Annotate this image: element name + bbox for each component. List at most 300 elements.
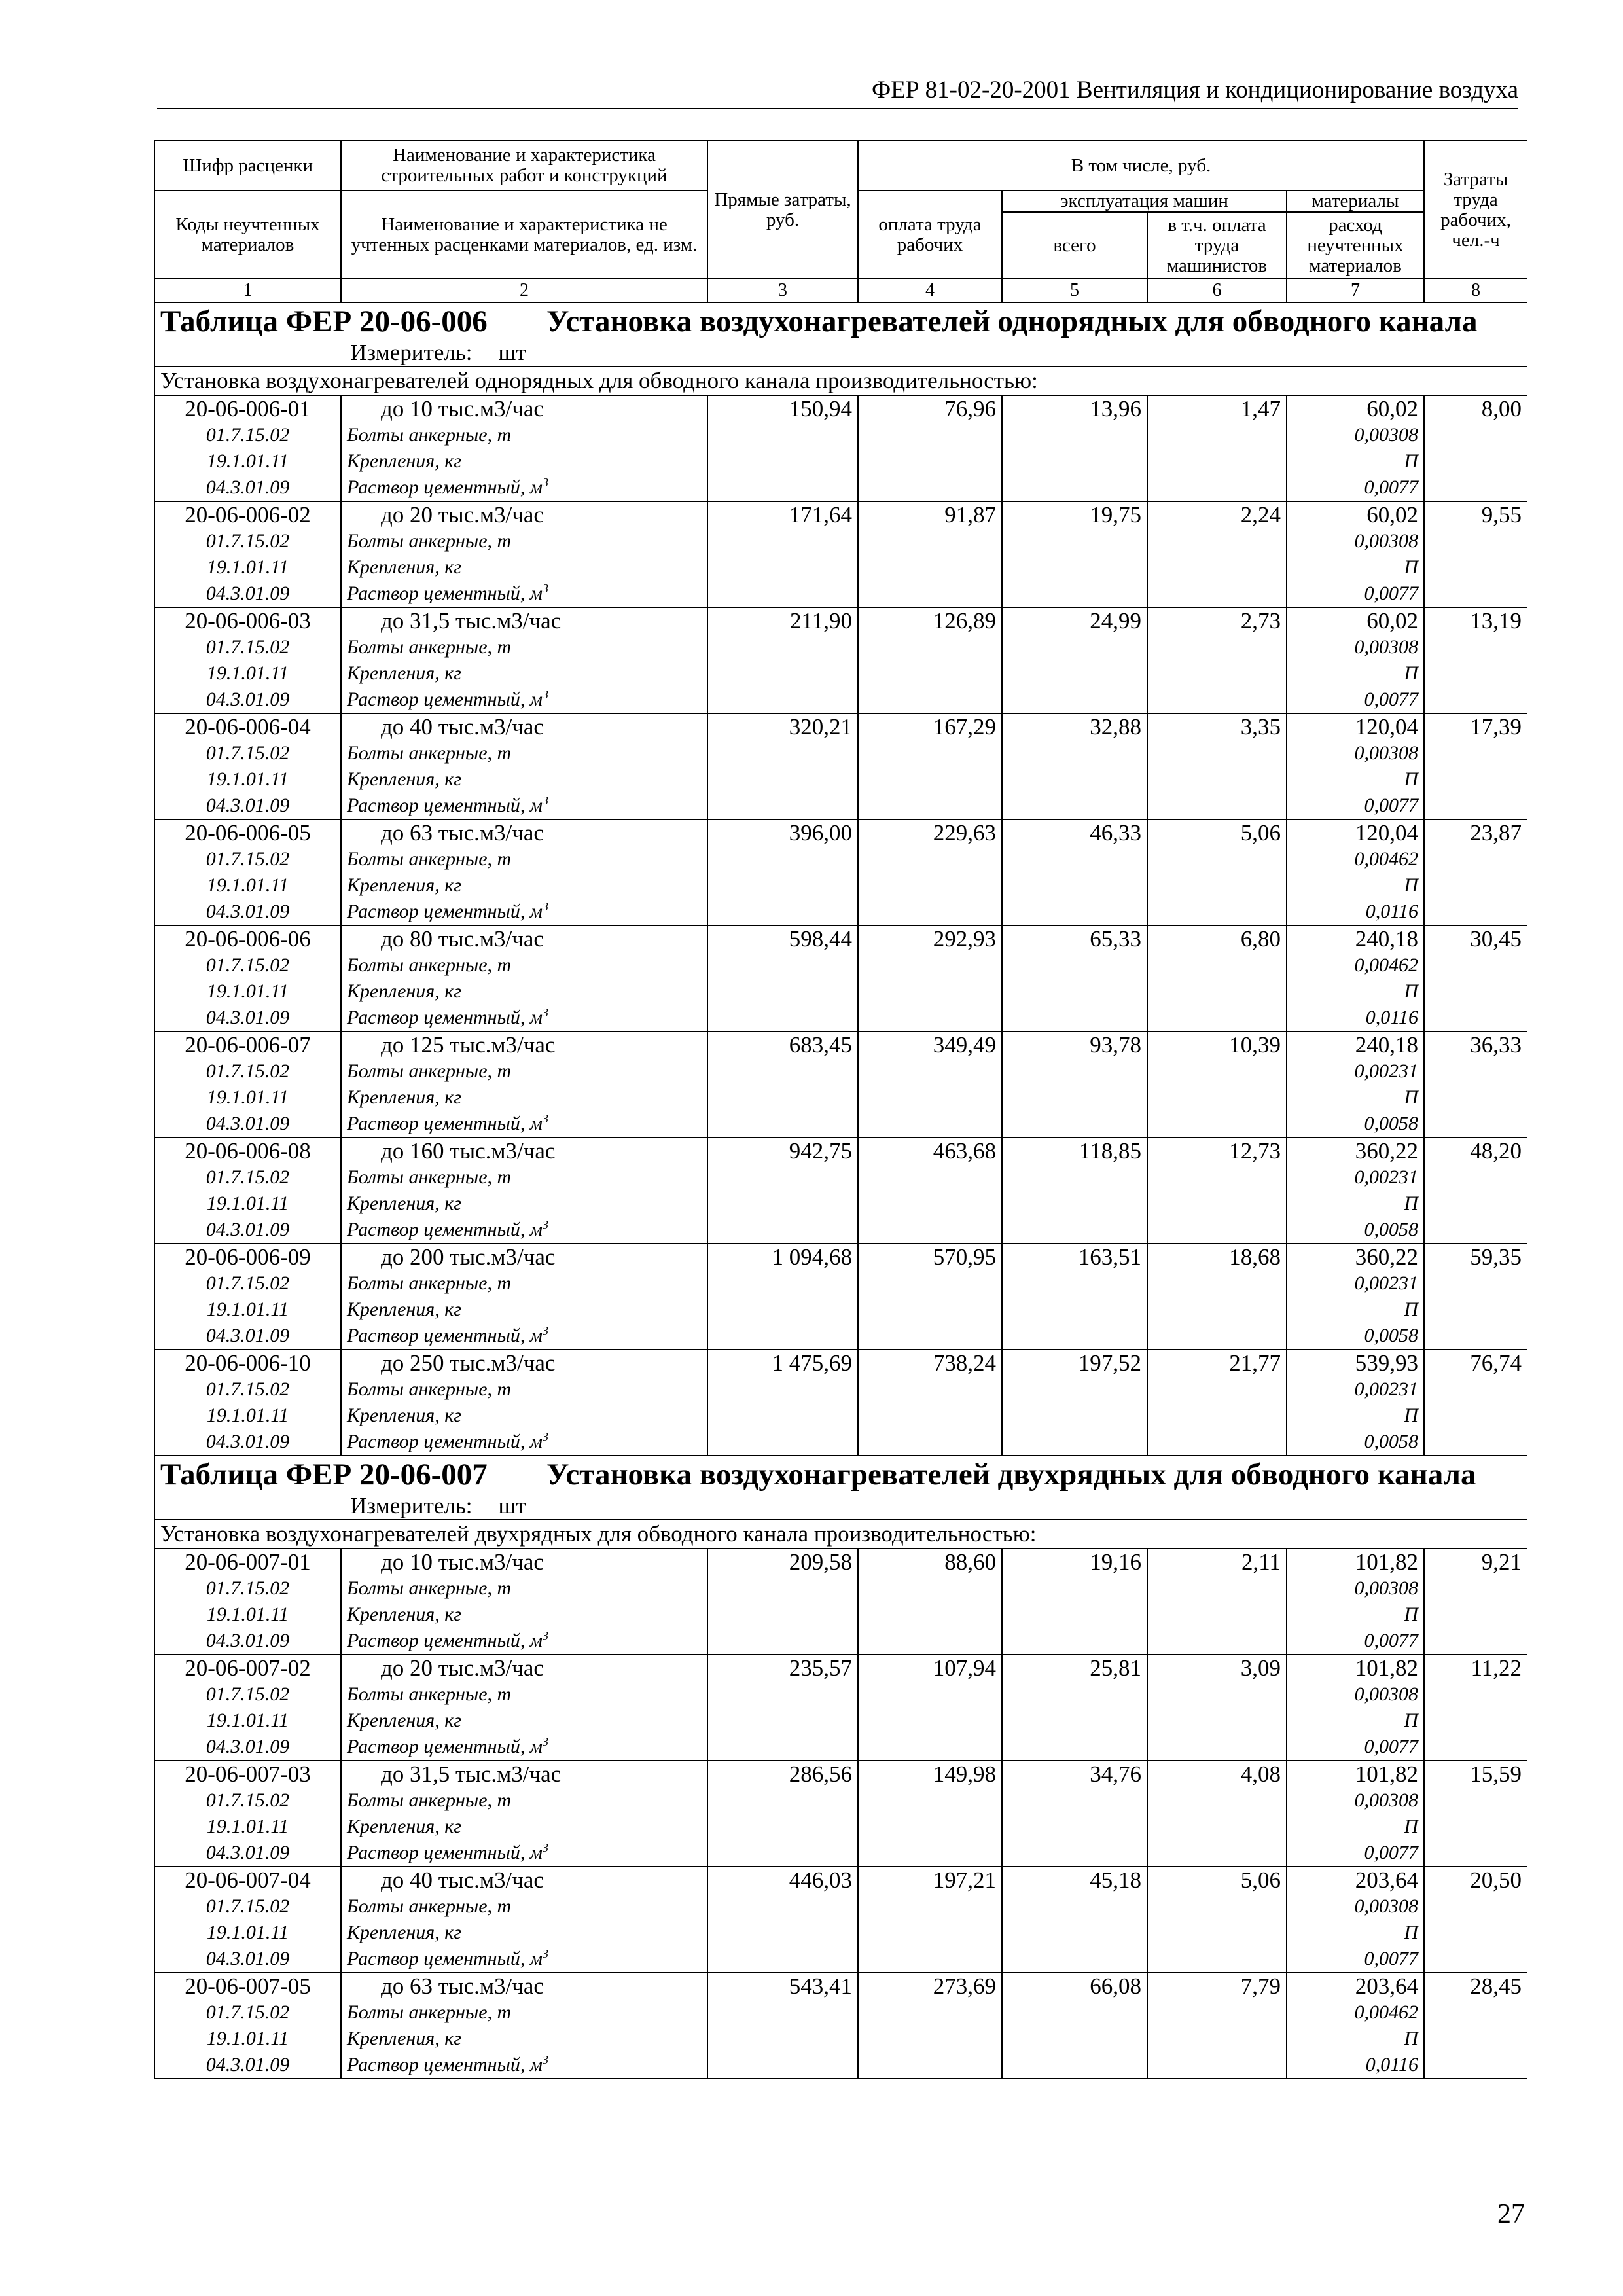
rate-code: 20-06-007-02 — [154, 1655, 341, 1681]
rate-name: до 63 тыс.м3/час — [341, 1973, 707, 2000]
empty-cell — [858, 899, 1002, 925]
rate-labor-cost: 59,35 — [1424, 1244, 1527, 1270]
rate-labor: 107,94 — [858, 1655, 1002, 1681]
empty-cell — [1002, 766, 1147, 793]
page-number: 27 — [1497, 2199, 1525, 2229]
empty-cell — [1002, 1734, 1147, 1761]
material-name: Раствор цементный, м — [347, 1431, 543, 1452]
empty-cell — [858, 581, 1002, 607]
rate-machinists: 2,11 — [1147, 1549, 1287, 1575]
empty-cell — [707, 1628, 858, 1655]
empty-cell — [1002, 1681, 1147, 1708]
material-name: Болты анкерные, т — [347, 1272, 512, 1294]
section-table-code: Таблица ФЕР 20-06-007 — [160, 1458, 488, 1492]
col-number: 4 — [858, 279, 1002, 302]
empty-cell — [1424, 978, 1527, 1005]
rate-name: до 31,5 тыс.м3/час — [341, 607, 707, 634]
rate-labor: 292,93 — [858, 925, 1002, 952]
material-name-cell — [341, 1191, 707, 1217]
material-name-cell — [341, 634, 707, 660]
rate-labor: 88,60 — [858, 1549, 1002, 1575]
empty-cell — [707, 581, 858, 607]
empty-cell — [707, 899, 858, 925]
rate-labor-cost: 30,45 — [1424, 925, 1527, 952]
empty-cell — [1002, 475, 1147, 501]
empty-cell — [1002, 2026, 1147, 2052]
rate-mach: 118,85 — [1002, 1138, 1147, 1164]
rate-code: 20-06-007-05 — [154, 1973, 341, 2000]
rate-mach: 19,75 — [1002, 501, 1147, 528]
material-name-cell — [341, 581, 707, 607]
material-name-cell — [341, 899, 707, 925]
material-code: 04.3.01.09 — [154, 1005, 341, 1031]
material-name: Раствор цементный, м — [347, 1325, 543, 1346]
material-name: Раствор цементный, м — [347, 1842, 543, 1863]
empty-cell — [1147, 1814, 1287, 1840]
rate-direct: 171,64 — [707, 501, 858, 528]
material-code: 04.3.01.09 — [154, 1429, 341, 1456]
empty-cell — [1424, 528, 1527, 554]
empty-cell — [1147, 1217, 1287, 1244]
section-caption: Установка воздухонагревателей двухрядных для обводного канала производительностью: — [154, 1520, 1527, 1549]
material-name: Крепления, кг — [347, 980, 461, 1002]
material-name-cell — [341, 1429, 707, 1456]
material-code: 19.1.01.11 — [154, 1297, 341, 1323]
material-name: Болты анкерные, т — [347, 848, 512, 870]
empty-cell — [858, 1814, 1002, 1840]
material-name-cell — [341, 1270, 707, 1297]
table-head — [154, 141, 1527, 302]
material-name: Болты анкерные, т — [347, 1683, 512, 1705]
rate-machinists: 12,73 — [1147, 1138, 1287, 1164]
material-code: 19.1.01.11 — [154, 1403, 341, 1429]
material-code: 19.1.01.11 — [154, 766, 341, 793]
empty-cell — [707, 952, 858, 978]
section-unit — [160, 1493, 1522, 1519]
col-code-header: Шифр расценки — [154, 141, 341, 190]
rate-labor-cost: 76,74 — [1424, 1350, 1527, 1376]
material-name-cell — [341, 1628, 707, 1655]
empty-cell — [858, 528, 1002, 554]
material-row — [154, 1920, 1527, 1946]
material-row — [154, 1058, 1527, 1085]
empty-cell — [1147, 1403, 1287, 1429]
empty-cell — [1002, 1708, 1147, 1734]
material-name-cell — [341, 554, 707, 581]
material-code: 19.1.01.11 — [154, 660, 341, 687]
empty-cell — [858, 1575, 1002, 1602]
empty-cell — [1424, 740, 1527, 766]
material-name-cell — [341, 475, 707, 501]
material-row — [154, 1708, 1527, 1734]
rate-name: до 40 тыс.м3/час — [341, 713, 707, 740]
material-name-cell — [341, 660, 707, 687]
empty-cell — [1424, 554, 1527, 581]
empty-cell — [1147, 1920, 1287, 1946]
material-amount: 0,00462 — [1287, 952, 1424, 978]
material-code: 04.3.01.09 — [154, 475, 341, 501]
rate-name: до 80 тыс.м3/час — [341, 925, 707, 952]
empty-cell — [858, 2026, 1002, 2052]
rate-code: 20-06-006-04 — [154, 713, 341, 740]
rate-name: до 125 тыс.м3/час — [341, 1031, 707, 1058]
empty-cell — [707, 793, 858, 819]
rate-name: до 63 тыс.м3/час — [341, 819, 707, 846]
cubic-superscript: 3 — [542, 1006, 548, 1019]
material-name: Раствор цементный, м — [347, 1948, 543, 1969]
material-code: 19.1.01.11 — [154, 978, 341, 1005]
empty-cell — [1002, 660, 1147, 687]
col-machines-total-header: всего — [1002, 212, 1147, 279]
empty-cell — [1002, 1946, 1147, 1973]
material-name-cell — [341, 952, 707, 978]
material-code: 04.3.01.09 — [154, 1734, 341, 1761]
rate-direct: 683,45 — [707, 1031, 858, 1058]
empty-cell — [858, 1297, 1002, 1323]
material-name-cell — [341, 1085, 707, 1111]
empty-cell — [1147, 1840, 1287, 1867]
material-name: Крепления, кг — [347, 2028, 461, 2049]
material-code: 19.1.01.11 — [154, 1085, 341, 1111]
empty-cell — [707, 1323, 858, 1350]
material-name: Крепления, кг — [347, 1299, 461, 1320]
rate-materials: 60,02 — [1287, 607, 1424, 634]
empty-cell — [707, 687, 858, 713]
material-row — [154, 1005, 1527, 1031]
empty-cell — [1002, 554, 1147, 581]
empty-cell — [1147, 475, 1287, 501]
rate-direct: 598,44 — [707, 925, 858, 952]
material-code: 19.1.01.11 — [154, 448, 341, 475]
material-amount: 0,0058 — [1287, 1323, 1424, 1350]
empty-cell — [858, 554, 1002, 581]
material-name: Раствор цементный, м — [347, 689, 543, 710]
table-body — [154, 302, 1527, 2079]
material-row — [154, 1270, 1527, 1297]
section-title-cell — [154, 302, 1527, 367]
empty-cell — [1147, 740, 1287, 766]
empty-cell — [1002, 1429, 1147, 1456]
empty-cell — [1424, 2026, 1527, 2052]
material-code: 04.3.01.09 — [154, 687, 341, 713]
rate-direct: 446,03 — [707, 1867, 858, 1893]
material-name: Раствор цементный, м — [347, 2054, 543, 2075]
material-code: 04.3.01.09 — [154, 1323, 341, 1350]
empty-cell — [1424, 1575, 1527, 1602]
material-name: Крепления, кг — [347, 556, 461, 578]
material-row — [154, 1085, 1527, 1111]
material-name: Раствор цементный, м — [347, 583, 543, 604]
rate-materials: 120,04 — [1287, 819, 1424, 846]
rate-labor: 273,69 — [858, 1973, 1002, 2000]
material-row — [154, 1429, 1527, 1456]
empty-cell — [707, 1734, 858, 1761]
empty-cell — [1147, 2052, 1287, 2079]
material-row — [154, 793, 1527, 819]
material-row — [154, 660, 1527, 687]
material-row — [154, 422, 1527, 448]
empty-cell — [1002, 899, 1147, 925]
cubic-superscript: 3 — [542, 476, 548, 489]
material-row — [154, 1217, 1527, 1244]
material-name: Болты анкерные, т — [347, 1789, 512, 1811]
empty-cell — [858, 2052, 1002, 2079]
material-amount: П — [1287, 872, 1424, 899]
rate-materials: 539,93 — [1287, 1350, 1424, 1376]
material-amount: П — [1287, 1920, 1424, 1946]
rate-row — [154, 395, 1527, 422]
rate-mach: 197,52 — [1002, 1350, 1147, 1376]
rate-name: до 20 тыс.м3/час — [341, 1655, 707, 1681]
material-amount: П — [1287, 1085, 1424, 1111]
empty-cell — [1147, 1323, 1287, 1350]
material-amount: 0,0058 — [1287, 1217, 1424, 1244]
empty-cell — [1147, 1005, 1287, 1031]
rate-mach: 13,96 — [1002, 395, 1147, 422]
material-name-cell — [341, 1403, 707, 1429]
material-row — [154, 1376, 1527, 1403]
rate-row — [154, 1138, 1527, 1164]
empty-cell — [707, 1085, 858, 1111]
empty-cell — [858, 660, 1002, 687]
rate-machinists: 18,68 — [1147, 1244, 1287, 1270]
material-amount: 0,0077 — [1287, 1840, 1424, 1867]
material-name: Крепления, кг — [347, 768, 461, 790]
rate-mach: 25,81 — [1002, 1655, 1147, 1681]
material-name-cell — [341, 1058, 707, 1085]
rate-code: 20-06-006-07 — [154, 1031, 341, 1058]
material-row — [154, 528, 1527, 554]
empty-cell — [1424, 846, 1527, 872]
rate-materials: 101,82 — [1287, 1655, 1424, 1681]
empty-cell — [707, 872, 858, 899]
empty-cell — [1424, 872, 1527, 899]
material-code: 01.7.15.02 — [154, 1270, 341, 1297]
empty-cell — [707, 1191, 858, 1217]
material-code: 01.7.15.02 — [154, 1681, 341, 1708]
empty-cell — [1424, 2052, 1527, 2079]
material-amount: П — [1287, 1814, 1424, 1840]
rate-name: до 160 тыс.м3/час — [341, 1138, 707, 1164]
material-row — [154, 1191, 1527, 1217]
empty-cell — [707, 1217, 858, 1244]
rate-materials: 360,22 — [1287, 1244, 1424, 1270]
empty-cell — [707, 660, 858, 687]
empty-cell — [858, 872, 1002, 899]
material-name: Болты анкерные, т — [347, 1378, 512, 1400]
material-name: Крепления, кг — [347, 1922, 461, 1943]
section-title-cell — [154, 1456, 1527, 1520]
empty-cell — [1424, 1005, 1527, 1031]
empty-cell — [1147, 1708, 1287, 1734]
material-name-cell — [341, 872, 707, 899]
rate-materials: 203,64 — [1287, 1973, 1424, 2000]
material-amount: 0,00462 — [1287, 2000, 1424, 2026]
cubic-superscript: 3 — [542, 1218, 548, 1231]
empty-cell — [1002, 2000, 1147, 2026]
empty-cell — [1002, 1787, 1147, 1814]
material-amount: 0,0077 — [1287, 581, 1424, 607]
material-name-cell — [341, 2026, 707, 2052]
material-code: 04.3.01.09 — [154, 581, 341, 607]
material-name: Болты анкерные, т — [347, 1895, 512, 1917]
material-amount: 0,00308 — [1287, 422, 1424, 448]
rate-row — [154, 1549, 1527, 1575]
empty-cell — [1002, 740, 1147, 766]
rate-direct: 1 094,68 — [707, 1244, 858, 1270]
material-row — [154, 952, 1527, 978]
empty-cell — [707, 528, 858, 554]
empty-cell — [1002, 1217, 1147, 1244]
empty-cell — [1147, 581, 1287, 607]
rate-labor-cost: 13,19 — [1424, 607, 1527, 634]
empty-cell — [858, 1946, 1002, 1973]
empty-cell — [858, 1708, 1002, 1734]
material-row — [154, 1297, 1527, 1323]
material-code: 19.1.01.11 — [154, 872, 341, 899]
empty-cell — [858, 1085, 1002, 1111]
empty-cell — [1424, 952, 1527, 978]
empty-cell — [1424, 422, 1527, 448]
empty-cell — [1147, 1946, 1287, 1973]
empty-cell — [1147, 687, 1287, 713]
empty-cell — [707, 1814, 858, 1840]
material-name-cell — [341, 687, 707, 713]
empty-cell — [1002, 422, 1147, 448]
material-name-cell — [341, 978, 707, 1005]
material-name-cell — [341, 1681, 707, 1708]
material-amount: 0,00308 — [1287, 1787, 1424, 1814]
material-code: 01.7.15.02 — [154, 952, 341, 978]
rate-mach: 65,33 — [1002, 925, 1147, 952]
empty-cell — [707, 2000, 858, 2026]
material-amount: 0,00231 — [1287, 1376, 1424, 1403]
empty-cell — [1002, 793, 1147, 819]
cubic-superscript: 3 — [542, 688, 548, 701]
rate-name: до 10 тыс.м3/час — [341, 395, 707, 422]
material-name: Крепления, кг — [347, 1816, 461, 1837]
empty-cell — [707, 1787, 858, 1814]
rate-labor: 91,87 — [858, 501, 1002, 528]
empty-cell — [1424, 1058, 1527, 1085]
rate-machinists: 3,09 — [1147, 1655, 1287, 1681]
material-name-cell — [341, 528, 707, 554]
material-amount: П — [1287, 2026, 1424, 2052]
empty-cell — [1147, 952, 1287, 978]
empty-cell — [1147, 1602, 1287, 1628]
rate-code: 20-06-006-10 — [154, 1350, 341, 1376]
empty-cell — [707, 1058, 858, 1085]
material-name: Раствор цементный, м — [347, 1007, 543, 1028]
rate-labor-cost: 9,21 — [1424, 1549, 1527, 1575]
material-name: Крепления, кг — [347, 1604, 461, 1625]
col-number: 6 — [1147, 279, 1287, 302]
empty-cell — [707, 1946, 858, 1973]
empty-cell — [1002, 1376, 1147, 1403]
empty-cell — [858, 978, 1002, 1005]
col-number: 5 — [1002, 279, 1147, 302]
empty-cell — [1002, 1323, 1147, 1350]
material-code: 01.7.15.02 — [154, 1787, 341, 1814]
empty-cell — [858, 475, 1002, 501]
rate-machinists: 2,73 — [1147, 607, 1287, 634]
empty-cell — [858, 1628, 1002, 1655]
material-row — [154, 634, 1527, 660]
empty-cell — [1424, 1602, 1527, 1628]
empty-cell — [1147, 846, 1287, 872]
material-amount: 0,0058 — [1287, 1111, 1424, 1138]
material-amount: 0,00231 — [1287, 1164, 1424, 1191]
empty-cell — [707, 766, 858, 793]
unit-value: шт — [498, 1493, 526, 1518]
empty-cell — [1424, 660, 1527, 687]
rate-row — [154, 925, 1527, 952]
col-labor-pay-header: оплата труда рабочих — [858, 190, 1002, 279]
material-name-cell — [341, 1297, 707, 1323]
empty-cell — [1424, 1111, 1527, 1138]
empty-cell — [858, 1217, 1002, 1244]
empty-cell — [707, 1602, 858, 1628]
material-amount: П — [1287, 1297, 1424, 1323]
cubic-superscript: 3 — [542, 794, 548, 807]
material-name: Раствор цементный, м — [347, 901, 543, 922]
empty-cell — [858, 1005, 1002, 1031]
material-code: 01.7.15.02 — [154, 846, 341, 872]
material-code: 01.7.15.02 — [154, 2000, 341, 2026]
material-row — [154, 1575, 1527, 1602]
rate-row — [154, 1761, 1527, 1787]
material-name-cell — [341, 1602, 707, 1628]
empty-cell — [1147, 1734, 1287, 1761]
empty-cell — [1147, 528, 1287, 554]
empty-cell — [1147, 1191, 1287, 1217]
empty-cell — [1424, 1085, 1527, 1111]
rate-machinists: 1,47 — [1147, 395, 1287, 422]
material-name: Раствор цементный, м — [347, 1113, 543, 1134]
empty-cell — [1424, 1946, 1527, 1973]
empty-cell — [1147, 1111, 1287, 1138]
rate-row — [154, 713, 1527, 740]
col-machines-header: эксплуатация машин — [1002, 190, 1287, 212]
material-name: Крепления, кг — [347, 1405, 461, 1426]
empty-cell — [1424, 634, 1527, 660]
empty-cell — [1002, 1111, 1147, 1138]
rate-direct: 320,21 — [707, 713, 858, 740]
col-materials-header: материалы — [1287, 190, 1424, 212]
empty-cell — [1424, 687, 1527, 713]
rate-machinists: 4,08 — [1147, 1761, 1287, 1787]
material-row — [154, 581, 1527, 607]
empty-cell — [1147, 978, 1287, 1005]
empty-cell — [707, 448, 858, 475]
empty-cell — [707, 422, 858, 448]
material-code: 19.1.01.11 — [154, 2026, 341, 2052]
material-code: 19.1.01.11 — [154, 1191, 341, 1217]
material-row — [154, 1946, 1527, 1973]
empty-cell — [707, 1111, 858, 1138]
material-row — [154, 1734, 1527, 1761]
section-unit — [160, 340, 1522, 366]
rate-mach: 66,08 — [1002, 1973, 1147, 2000]
material-name-cell — [341, 448, 707, 475]
col-number: 3 — [707, 279, 858, 302]
empty-cell — [1002, 1575, 1147, 1602]
material-code: 04.3.01.09 — [154, 1946, 341, 1973]
material-name: Раствор цементный, м — [347, 476, 543, 498]
material-amount: 0,00231 — [1287, 1270, 1424, 1297]
rate-labor-cost: 9,55 — [1424, 501, 1527, 528]
material-name-cell — [341, 1376, 707, 1403]
